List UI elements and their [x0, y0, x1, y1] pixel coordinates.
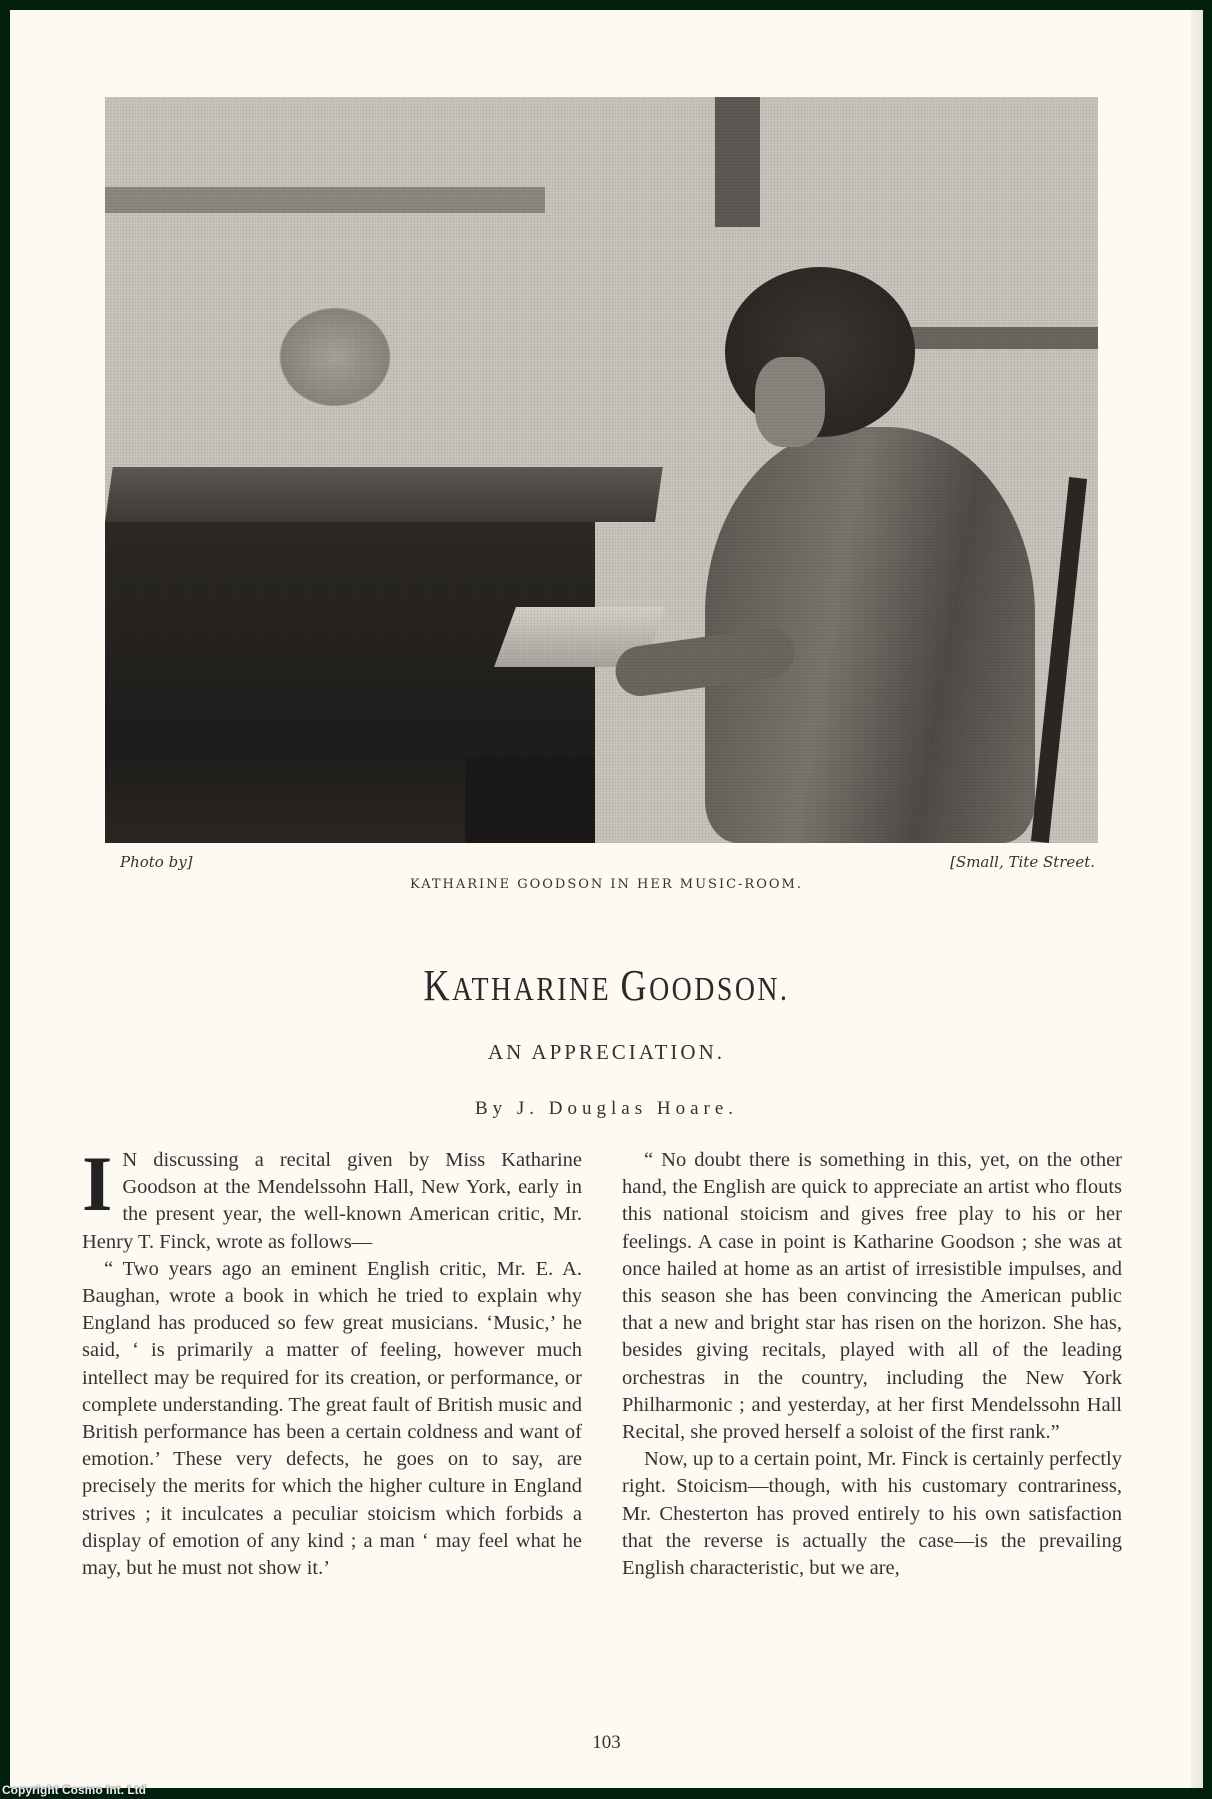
- paragraph: “ No doubt there is something in this, yet, on the other hand, the English are quick to appreciate an artist who flouts this national stoicism and gives free play to his or her feelings. A case in point is Katharine Goodson ; she was at once hailed at home as an artist of irresistible impulses, and this season she has been convincing the American public that a new and bright star has risen on the horizon. She has, besides giving recitals, played with all of the leading orchestras in the country, including the New York Philharmonic ; and yesterday, at her first Mendelssohn Hall Recital, she proved herself a soloist of the first rank.”: [622, 1149, 1122, 1444]
- photograph: [105, 97, 1098, 843]
- magazine-page: [10, 10, 1203, 1788]
- drop-cap: I: [82, 1140, 113, 1227]
- title-initial-g: G: [620, 961, 650, 1010]
- paragraph: [82, 1140, 582, 1256]
- paragraph: “ Two years ago an eminent English critic, Mr. E. A. Baughan, wrote a book in which he tried to explain why England has produced so few great musicians. ‘Music,’ he said, ‘ is primarily a matter of feeling, however much intellect may be required for its creation, or performance, or complete understanding. The great fault of British music and British performance has been a certain coldness and want of emotion.’ These very defects, he goes on to say, are precisely the merits for which the higher culture in England strives ; it inculcates a peculiar stoicism which forbids a display of emotion of any kind ; a man ‘ may feel what he may, but he must not show it.’: [82, 1257, 582, 1580]
- photo-caption: KATHARINE GOODSON IN HER MUSIC-ROOM.: [410, 877, 803, 892]
- article-title: [117, 960, 1095, 1011]
- left-column: [82, 1140, 582, 1582]
- paragraph: Now, up to a certain point, Mr. Finck is certainly perfectly right. Stoicism—though, with his customary contrariness, Mr. Chesterton has proved entirely to his own satisfaction that the reverse is actually the case—is the prevailing English characteristic, but we are,: [622, 1448, 1122, 1580]
- page-edge: [1191, 10, 1203, 1788]
- page-number: 103: [592, 1732, 621, 1753]
- photo-credit-right: [Small, Tite Street.: [950, 853, 1095, 871]
- title-part-2: OODSON.: [649, 971, 790, 1008]
- photo-credit-left: Photo by]: [120, 853, 193, 871]
- article-subtitle: AN APPRECIATION.: [487, 1040, 726, 1064]
- paragraph-text: N discussing a recital given by Miss Katharine Goodson at the Mendelssohn Hall, New York, early in the present year, the well-known American critic, Mr. Henry T. Finck, wrote as follows—: [82, 1149, 582, 1253]
- title-initial-k: K: [423, 961, 453, 1010]
- right-column: [622, 1147, 1122, 1582]
- article-byline: By J. Douglas Hoare.: [474, 1098, 739, 1119]
- title-part-1: ATHARINE: [452, 971, 621, 1008]
- copyright-watermark: Copyright Cosmo Int. Ltd: [2, 1783, 146, 1797]
- halftone-grain: [105, 97, 1098, 843]
